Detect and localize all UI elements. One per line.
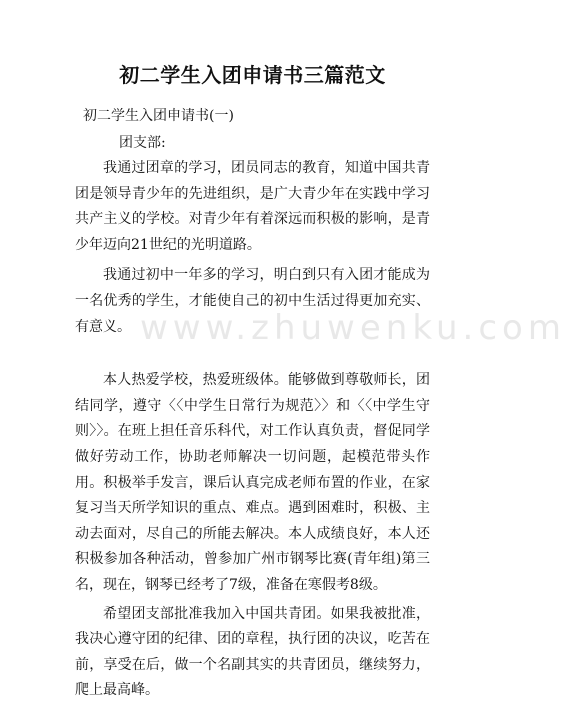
paragraph-1: 我通过团章的学习，团员同志的教育，知道中国共青团是领导青少年的先进组织，是广大青少年在实践中学习共产主义的学校。对青少年有着深远而积极的影响，是青少年迈向21世纪的光明道路。: [75, 160, 430, 253]
paragraph-4: 希望团支部批准我加入中国共青团。如果我被批准，我决心遵守团的纪律、团的章程，执行团的决议，吃苦在前，享受在后，做一个名副其实的共青团员，继续努力，爬上最高峰。: [75, 605, 430, 699]
watermark: www.zhuwenku.com: [140, 308, 566, 348]
paragraph-2: 我通过初中一年多的学习，明白到只有入团才能成为一名优秀的学生，才能使自己的初中生活过得更加充实、有意义。: [75, 267, 430, 335]
salutation: 团支部:: [119, 135, 166, 151]
document-title: 初二学生入团申请书三篇范文: [119, 63, 386, 87]
paragraph-3: 本人热爱学校，热爱班级体。能够做到尊敬师长，团结同学，遵守〈〈中学生日常行为规范〉〉和〈〈中学生守则〉〉。在班上担任音乐科代，对工作认真负责，督促同学做好劳动工作，协助老师解决一切问题，起模范带头作用。积极举手发言，课后认真完成老师布置的作业，在家复习当天所学知识的重点、难点。遇到困难时，积极、主动去面对，尽自己的所能去解决。本人成绩良好，本人还积极参加各种活动，曾参加广州市钢琴比赛(青年组)第三名，现在，钢琴已经考了7级，准备在寒假考8级。: [75, 372, 430, 593]
document-subtitle: 初二学生入团申请书(一): [83, 108, 234, 124]
